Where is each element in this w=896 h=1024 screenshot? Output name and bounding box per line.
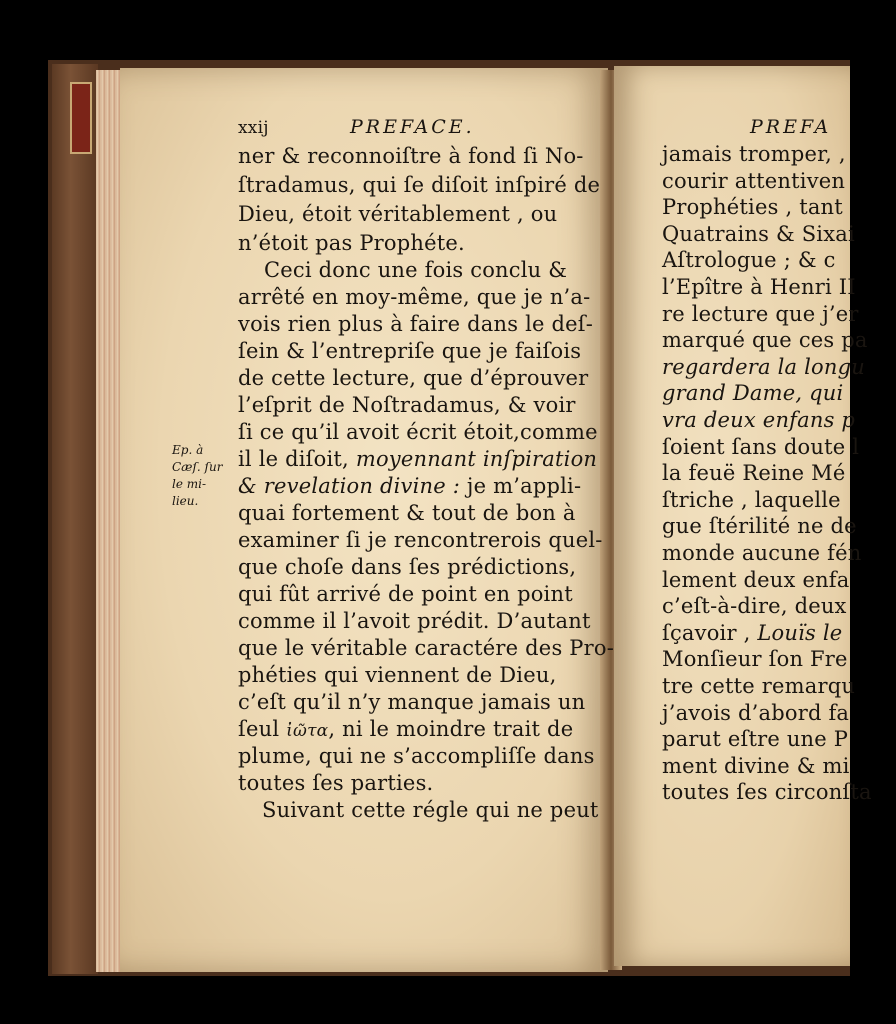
right-line-8: marqué que ces pa — [662, 328, 868, 353]
left-line-6: arrêté en moy-même, que je n’a- — [238, 285, 591, 309]
right-line-18: c’eſt-à-dire, deux — [662, 594, 847, 619]
right-line-20: Monſieur ſon Fre — [662, 647, 848, 672]
left-line-22-greek: ἰῶτα — [286, 721, 329, 741]
left-line-25: Suivant cette régle qui ne peut — [262, 798, 599, 822]
left-line-20: phéties qui viennent de Dieu, — [238, 663, 557, 687]
margin-note-line-2: Cæſ. ſur — [172, 460, 223, 474]
right-line-24: ment divine & mi — [662, 753, 850, 778]
left-line-15: examiner ſi je rencontrerois quel- — [238, 528, 603, 552]
left-line-13-tail: je m’appli- — [466, 474, 582, 498]
right-line-21: tre cette remarqu — [662, 674, 856, 698]
right-line-17: lement deux enfa — [662, 567, 850, 592]
right-line-1: jamais tromper, , — [662, 142, 846, 166]
left-line-22-tail: , ni le moindre trait de — [328, 717, 574, 741]
right-line-19 — [662, 621, 842, 645]
left-line-10: l’eſprit de Noſtradamus, & voir — [238, 393, 576, 417]
left-line-3: Dieu, étoit véritablement , ou — [238, 202, 558, 226]
left-line-19: que le véritable caractére des Pro- — [238, 636, 614, 660]
left-line-7: vois rien plus à faire dans le deſ- — [238, 312, 594, 336]
right-running-header: PREFA — [750, 116, 832, 138]
right-line-4: Quatrains & Sixai — [662, 221, 855, 246]
right-line-12: ſoient ſans doute l — [662, 434, 860, 459]
left-line-11: ſi ce qu’il avoit écrit étoit,comme — [238, 420, 598, 444]
page-number: xxij — [238, 118, 269, 138]
left-line-16: que choſe dans ſes prédictions, — [238, 555, 577, 579]
right-line-14: ſtriche , laquelle — [662, 487, 841, 512]
left-line-12-head: il le diſoit, — [238, 447, 349, 471]
margin-note-line-3: le mi- — [172, 477, 207, 491]
left-line-2: ſtradamus, qui ſe diſoit inſpiré de — [238, 173, 601, 197]
margin-note — [172, 442, 236, 510]
right-line-19-head: ſçavoir , — [662, 620, 758, 645]
margin-note-line-4: lieu. — [172, 494, 199, 508]
left-line-24: toutes ſes parties. — [238, 771, 434, 795]
right-line-16: monde aucune fén — [662, 541, 862, 565]
right-line-25: toutes ſes circonſta — [662, 780, 872, 805]
right-line-7: re lecture que j’er — [662, 301, 859, 326]
right-line-6: l’Epître à Henri II — [662, 275, 856, 299]
right-line-2: courir attentiven — [662, 168, 846, 193]
left-line-22-head: ſeul — [238, 717, 280, 741]
left-line-17: qui fût arrivé de point en point — [238, 582, 573, 606]
right-line-15: gue ſtérilité ne de — [662, 514, 857, 539]
left-line-21: c’eſt qu’il n’y manque jamais un — [238, 690, 586, 714]
right-line-5: Aſtrologue ; & c — [662, 248, 836, 273]
left-line-4: n’étoit pas Prophéte. — [238, 231, 465, 255]
left-line-5: Ceci donc une fois conclu & — [264, 258, 568, 282]
spine-label — [70, 82, 92, 154]
right-line-11: vra deux enfans p — [662, 408, 856, 432]
left-line-13-italic: & revelation divine : — [238, 474, 461, 498]
left-line-9: de cette lecture, que d’éprouver — [238, 366, 589, 390]
margin-note-line-1: Ep. à — [172, 443, 204, 457]
left-line-18: comme il l’avoit prédit. D’autant — [238, 609, 591, 633]
book-cover-edge — [52, 64, 98, 974]
left-line-8: ſein & l’entrepriſe que je faiſois — [238, 339, 582, 363]
page-edges — [96, 70, 122, 972]
right-page — [614, 66, 872, 966]
right-line-9: regardera la longu — [662, 354, 865, 379]
right-line-13: la feuë Reine Mé — [662, 461, 846, 486]
left-line-1: ner & reconnoiſtre à fond ſi No- — [238, 144, 584, 168]
left-page-text — [238, 0, 614, 1024]
left-line-23: plume, qui ne s’accompliſſe dans — [238, 744, 595, 768]
left-running-header: PREFACE. — [350, 116, 475, 138]
left-line-22 — [238, 717, 573, 741]
right-line-19-italic: Louïs le — [757, 620, 843, 645]
right-line-22: j’avois d’abord fa — [662, 700, 850, 725]
left-line-13 — [238, 474, 581, 498]
left-line-12 — [238, 447, 597, 471]
left-line-14: quai fortement & tout de bon à — [238, 501, 576, 525]
right-line-23: parut eſtre une P — [662, 727, 849, 752]
right-line-3: Prophéties , tant — [662, 195, 843, 220]
left-line-12-italic: moyennant inſpiration — [355, 447, 598, 471]
right-line-10: grand Dame, qui — [662, 381, 844, 406]
